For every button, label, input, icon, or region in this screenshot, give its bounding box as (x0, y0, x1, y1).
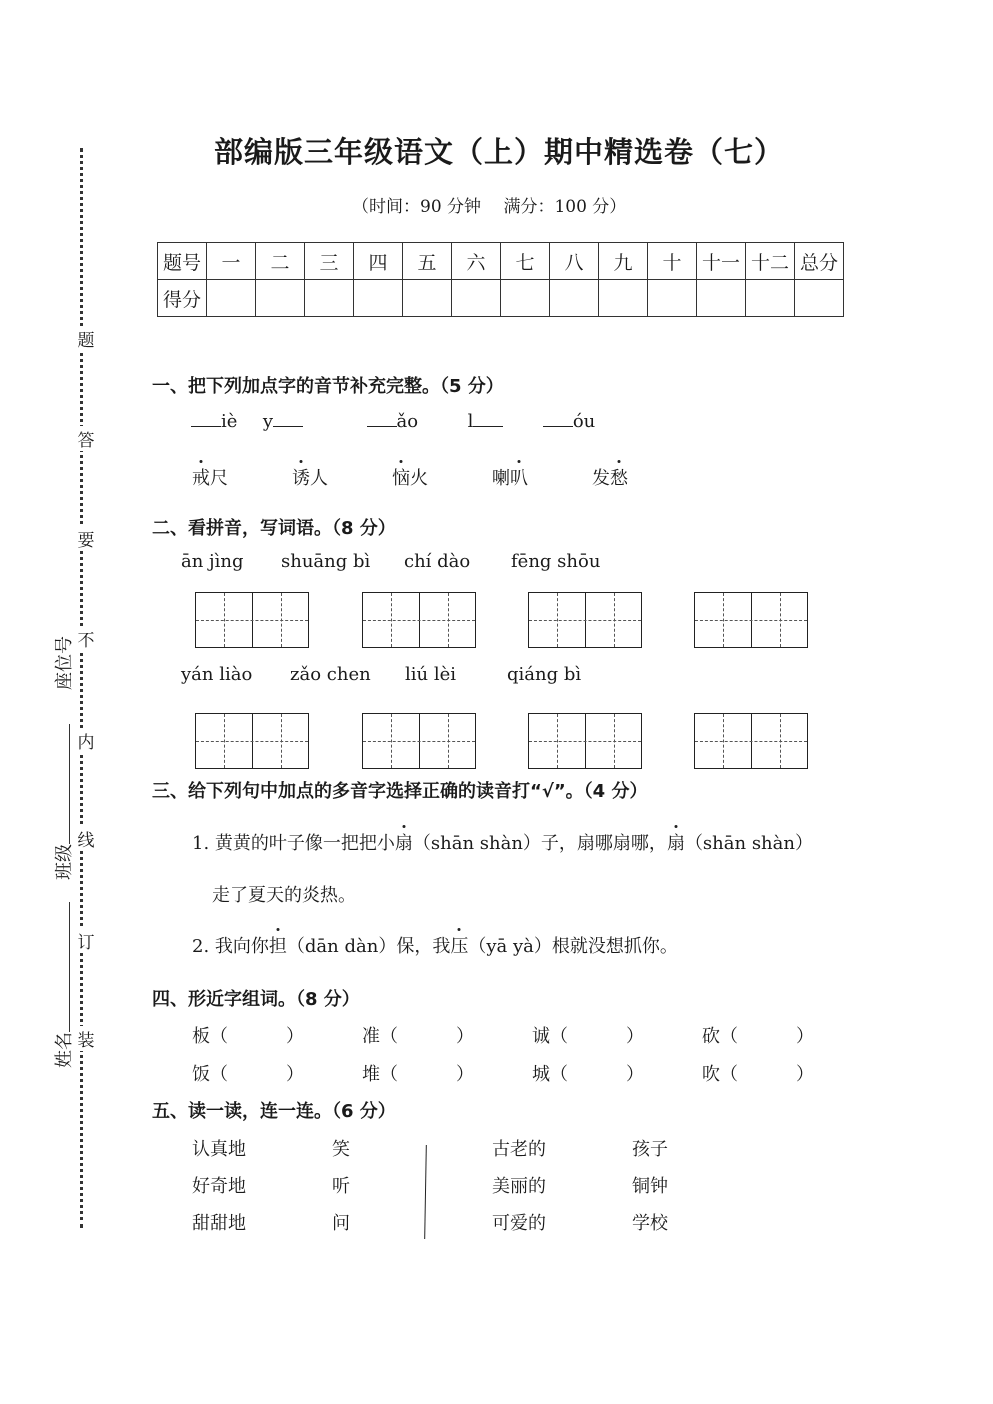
dotted-char: 叭 (510, 468, 528, 489)
writing-box-pair[interactable] (694, 592, 808, 648)
pinyin-fragment: l (467, 411, 474, 432)
answer-blank[interactable] (473, 412, 503, 427)
score-table-column: 十一 (697, 243, 746, 280)
q1-word: 诱人 (292, 464, 392, 490)
q2-pinyin-1: ān jìng (181, 551, 244, 572)
q4-item[interactable]: 堆（ ） (362, 1064, 474, 1085)
q5-right-a-1[interactable]: 古老的 (492, 1139, 546, 1160)
q5-right-a-3[interactable]: 可爱的 (492, 1213, 546, 1234)
q5-heading: 五、读一读，连一连。（6 分） (152, 1101, 396, 1122)
answer-blank[interactable] (367, 412, 397, 427)
score-cell[interactable] (403, 280, 452, 317)
q4-item[interactable]: 板（ ） (192, 1026, 304, 1047)
q4-row-1 (192, 1022, 842, 1048)
score-cell[interactable] (795, 280, 844, 317)
q3-heading: 三、给下列句中加点的多音字选择正确的读音打“√”。（4 分） (152, 781, 648, 802)
score-cell[interactable] (207, 280, 256, 317)
q1-heading: 一、把下列加点字的音节补充完整。（5 分） (152, 376, 504, 397)
q5-left-a-2[interactable]: 好奇地 (192, 1176, 246, 1197)
margin-char-bu: 不 (76, 626, 96, 651)
q1-word: 戒尺 (192, 464, 292, 490)
writing-box-pair[interactable] (362, 713, 476, 769)
score-table-column: 三 (305, 243, 354, 280)
q3-sentence-1-continued: 走了夏天的炎热。 (212, 885, 356, 906)
margin-char-yao: 要 (76, 526, 96, 551)
score-cell[interactable] (452, 280, 501, 317)
score-table-column: 一 (207, 243, 256, 280)
q2-pinyin-2: shuāng bì (281, 551, 371, 572)
answer-blank[interactable] (543, 412, 573, 427)
margin-char-nei: 内 (76, 728, 96, 753)
dotted-char: 扇 (395, 833, 413, 854)
dotted-char: 压 (450, 936, 468, 957)
score-table-column: 八 (550, 243, 599, 280)
score-table-column: 四 (354, 243, 403, 280)
q4-item[interactable]: 砍（ ） (702, 1026, 814, 1047)
score-table-header-cell: 题号 (158, 243, 207, 280)
q3-sentence-1: 1. 黄黄的叶子像一把把小 扇（shān shàn）子，扇哪扇哪， 扇（shān shàn） (192, 829, 813, 855)
q2-pinyin-4: fēng shōu (511, 551, 601, 572)
writing-box-pair[interactable] (362, 592, 476, 648)
q5-right-b-3[interactable]: 学校 (632, 1213, 668, 1234)
exam-info: （时间：90 分钟 满分：100 分） (352, 197, 627, 217)
q4-row-2 (192, 1060, 842, 1086)
score-cell[interactable] (256, 280, 305, 317)
q5-right-a-2[interactable]: 美丽的 (492, 1176, 546, 1197)
q5-right-b-1[interactable]: 孩子 (632, 1139, 668, 1160)
writing-box-pair[interactable] (528, 592, 642, 648)
dotted-char: 担 (269, 936, 287, 957)
score-cell[interactable] (501, 280, 550, 317)
q5-left-b-1[interactable]: 笑 (332, 1139, 350, 1160)
q4-item[interactable]: 吹（ ） (702, 1064, 814, 1085)
dotted-char: 戒 (192, 468, 210, 489)
name-label: 姓名 (50, 902, 76, 1068)
dotted-char: 扇 (667, 833, 685, 854)
q5-left-b-3[interactable]: 问 (332, 1213, 350, 1234)
q5-left-a-1[interactable]: 认真地 (192, 1139, 246, 1160)
score-cell[interactable] (746, 280, 795, 317)
answer-blank[interactable] (273, 412, 303, 427)
column-divider (424, 1145, 427, 1239)
score-table-column: 总分 (795, 243, 844, 280)
margin-char-xian: 线 (76, 826, 96, 851)
score-cell[interactable] (599, 280, 648, 317)
q1-word: 发 愁 (592, 464, 692, 490)
q4-item[interactable]: 饭（ ） (192, 1064, 304, 1085)
margin-char-ti: 题 (76, 326, 96, 351)
pinyin-fragment: ǎo (396, 411, 419, 432)
score-cell[interactable] (648, 280, 697, 317)
dotted-char: 恼 (392, 468, 410, 489)
score-table-column: 五 (403, 243, 452, 280)
q3-sentence-2: 2. 我向你 担（dān dàn）保，我 压（yā yà）根就没想抓你。 (192, 932, 678, 958)
score-cell[interactable] (354, 280, 403, 317)
q2-heading: 二、看拼音，写词语。（8 分） (152, 518, 396, 539)
q5-right-b-2[interactable]: 铜钟 (632, 1176, 668, 1197)
score-table-row-question-number (158, 243, 844, 280)
score-table (157, 242, 844, 317)
margin-char-ding: 订 (76, 928, 96, 953)
score-table-column: 六 (452, 243, 501, 280)
score-table-row-score (158, 280, 844, 317)
q1-pinyin-row (191, 411, 595, 432)
q2-pinyin-7: liú lèi (405, 664, 456, 685)
pinyin-fragment: óu (572, 411, 596, 432)
q2-pinyin-3: chí dào (404, 551, 471, 572)
class-label: 班级 (50, 724, 76, 880)
writing-box-pair[interactable] (195, 592, 309, 648)
pinyin-fragment: y (262, 411, 274, 432)
writing-box-pair[interactable] (694, 713, 808, 769)
seat-number-label: 座位号 (54, 636, 75, 690)
score-cell[interactable] (697, 280, 746, 317)
score-table-column: 七 (501, 243, 550, 280)
q1-word: 喇 叭 (492, 464, 592, 490)
binding-dotted-line (80, 148, 83, 1228)
writing-box-pair[interactable] (528, 713, 642, 769)
score-cell[interactable] (550, 280, 599, 317)
page-title: 部编版三年级语文（上）期中精选卷（七） (214, 135, 785, 169)
q5-left-a-3[interactable]: 甜甜地 (192, 1213, 246, 1234)
margin-char-zhuang: 装 (76, 1026, 96, 1051)
q2-pinyin-6: zǎo chen (290, 664, 371, 685)
q4-heading: 四、形近字组词。（8 分） (152, 989, 360, 1010)
q2-pinyin-5: yán liào (181, 664, 253, 685)
score-table-header-cell: 得分 (158, 280, 207, 317)
score-table-column: 二 (256, 243, 305, 280)
answer-blank[interactable] (191, 412, 221, 427)
score-table-column: 十 (648, 243, 697, 280)
pinyin-fragment: iè (221, 411, 238, 432)
dotted-char: 愁 (610, 468, 628, 489)
q5-left-b-2[interactable]: 听 (332, 1176, 350, 1197)
score-cell[interactable] (305, 280, 354, 317)
q4-item[interactable]: 准（ ） (362, 1026, 474, 1047)
writing-box-pair[interactable] (195, 713, 309, 769)
dotted-char: 诱 (292, 468, 310, 489)
score-table-column: 十二 (746, 243, 795, 280)
q1-word: 恼火 (392, 464, 492, 490)
q4-item[interactable]: 诚（ ） (532, 1026, 644, 1047)
score-table-column: 九 (599, 243, 648, 280)
margin-char-da: 答 (76, 426, 96, 451)
q2-pinyin-8: qiáng bì (507, 664, 582, 685)
q1-words-row (192, 464, 692, 490)
q4-item[interactable]: 城（ ） (532, 1064, 644, 1085)
